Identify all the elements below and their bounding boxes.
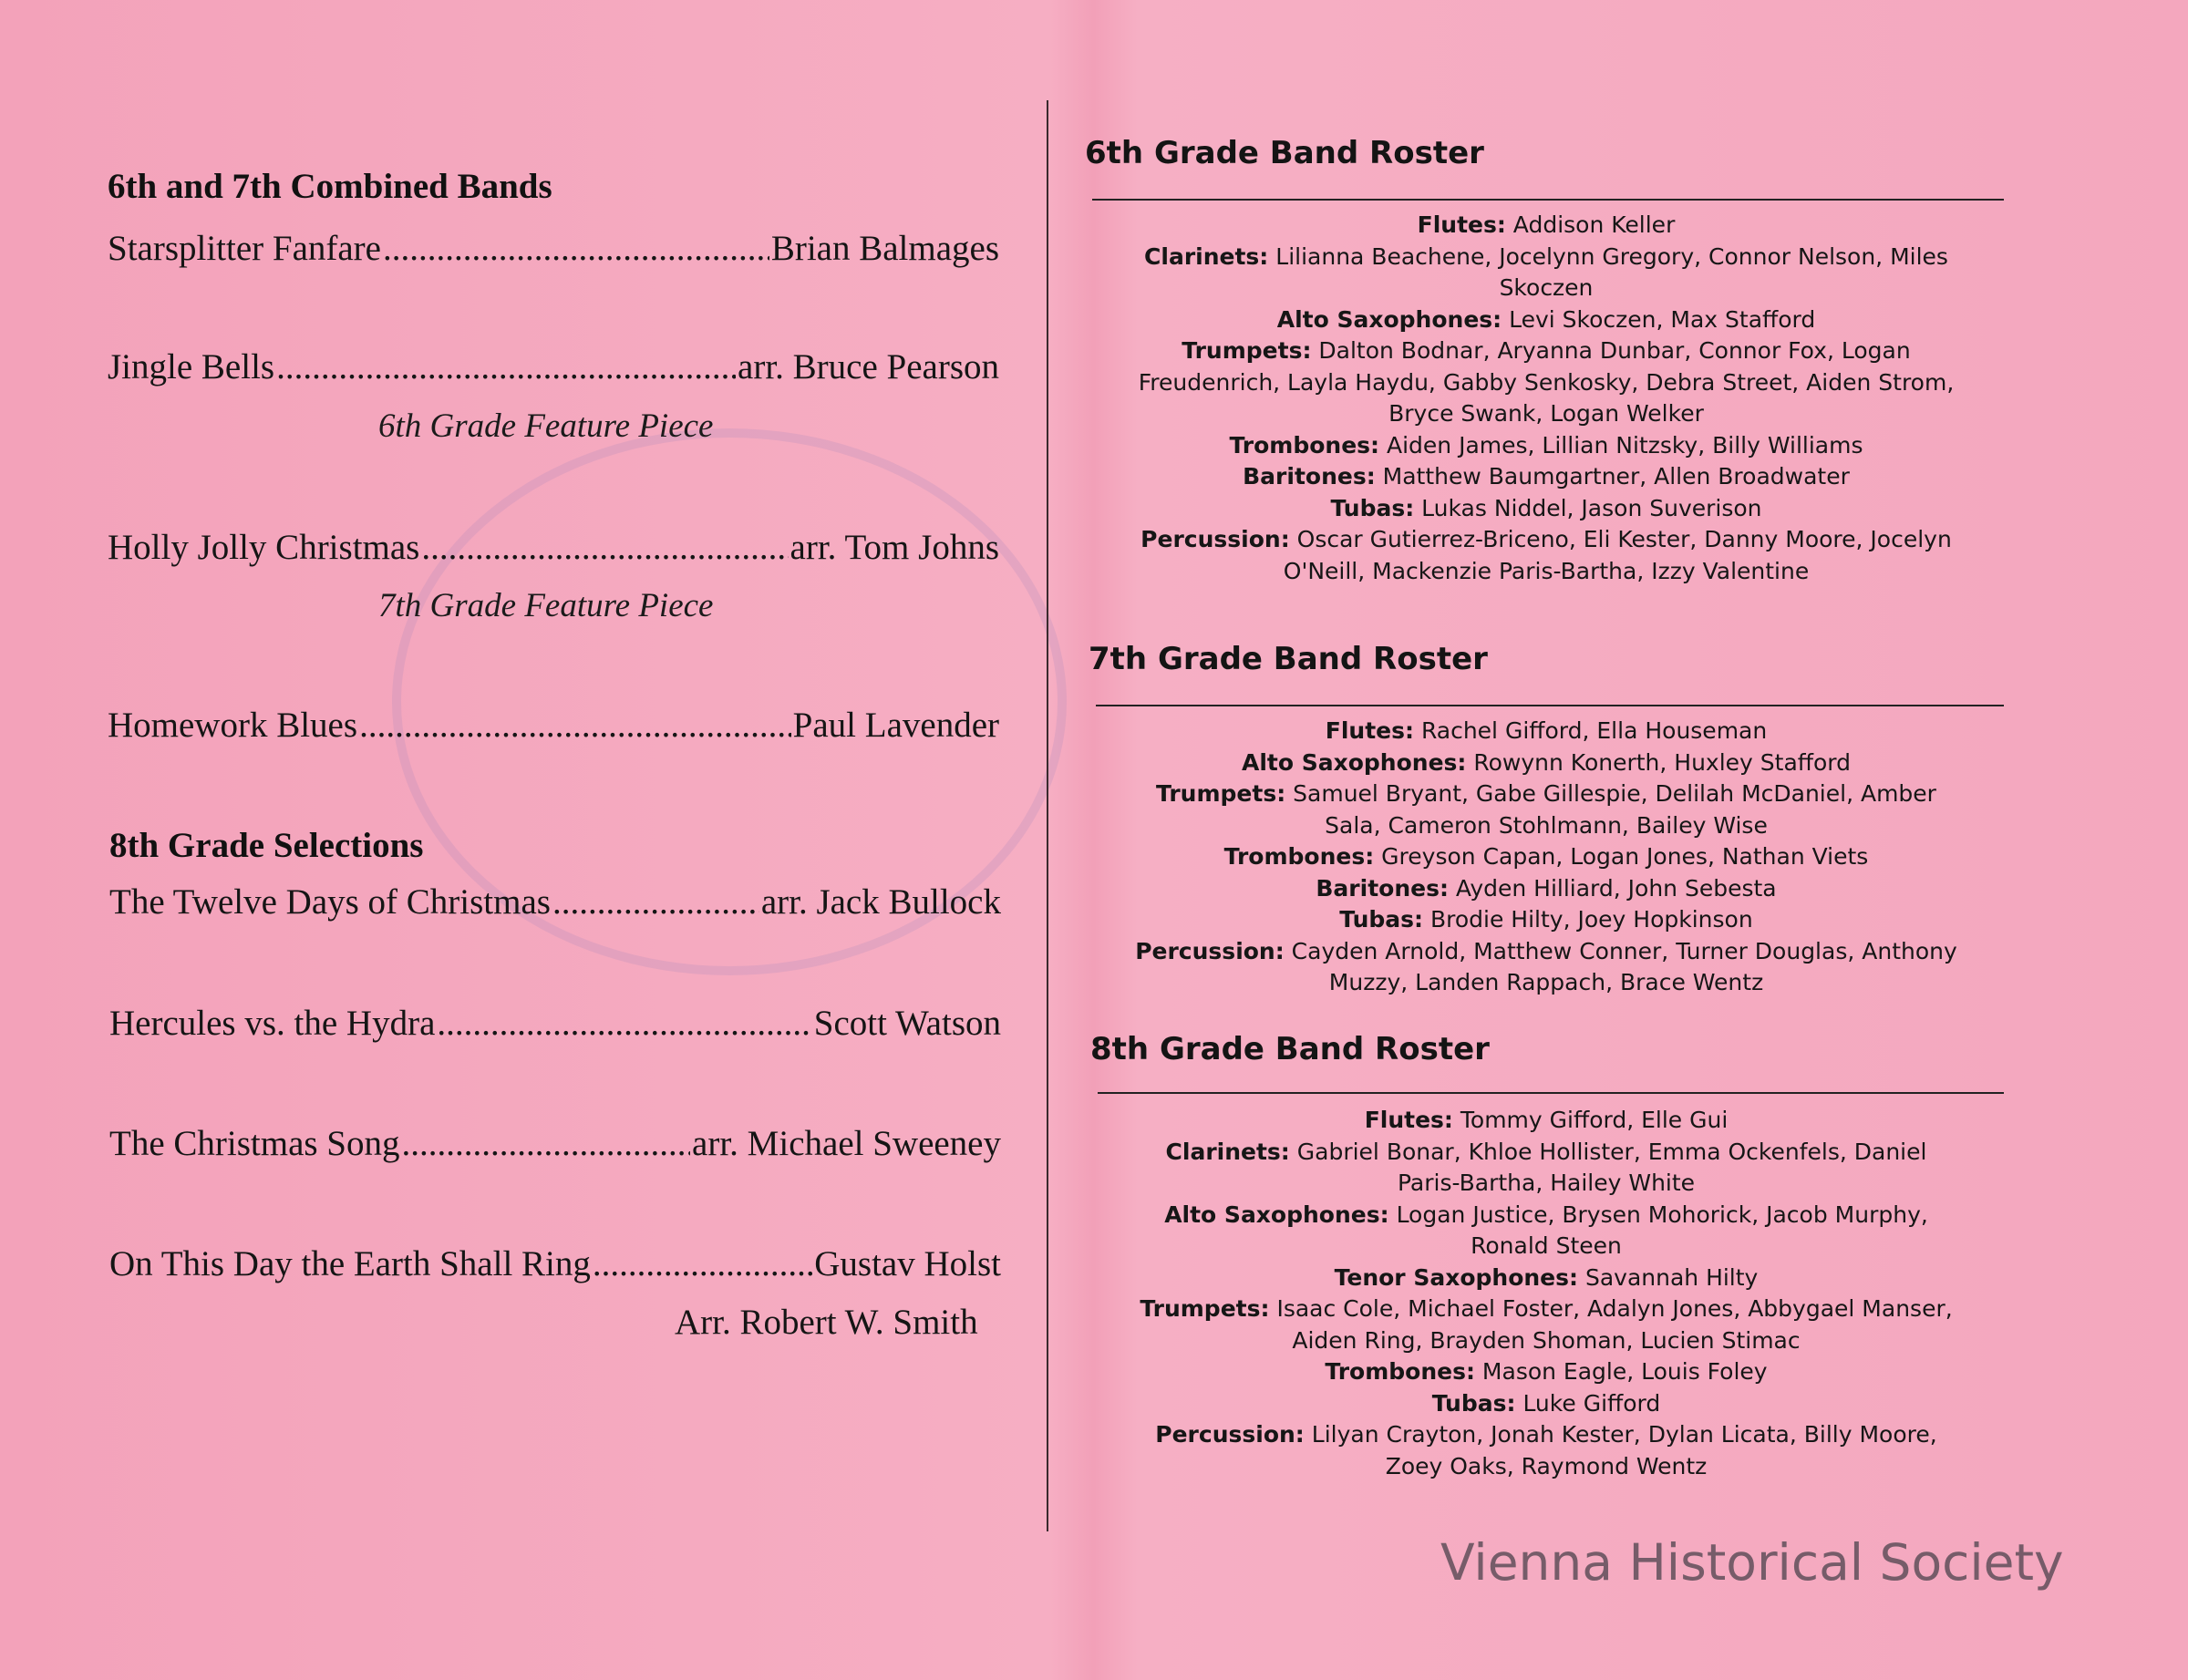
program-piece [108,228,999,269]
roster-names: Paris-Bartha, Hailey White [1397,1170,1696,1196]
roster-section-label: Trombones: [1229,431,1380,459]
roster-names: Oscar Gutierrez-Briceno, Eli Kester, Danny Moore, Jocelyn [1289,526,1952,552]
roster-section-label: Tubas: [1339,906,1424,933]
roster-7th-grade [1090,716,2002,999]
program-piece [109,881,1001,922]
roster-line [1090,210,2002,242]
roster-names: Lukas Niddel, Jason Suverison [1414,494,1762,521]
roster-title-8th: 8th Grade Band Roster [1090,1031,1490,1067]
watermark-text: Vienna Historical Society [1440,1533,2064,1592]
roster-line [1090,1419,2002,1451]
roster-line [1090,1137,2002,1169]
piece-title: Hercules vs. the Hydra [109,1004,436,1043]
roster-names: Levi Skoczen, Max Stafford [1502,305,1816,333]
roster-section-label: Clarinets: [1144,242,1269,270]
piece-title: Jingle Bells [108,347,275,387]
piece-composer: Scott Watson [813,1004,1001,1043]
roster-section-label: Tenor Saxophones: [1334,1263,1579,1291]
roster-6th-grade [1090,210,2002,587]
roster-section-label: Baritones: [1316,874,1449,902]
roster-line [1090,841,2002,873]
roster-names: Freudenrich, Layla Haydu, Gabby Senkosky, Debra Street, Aiden Strom, [1138,368,1955,396]
roster-rule [1092,199,2004,201]
roster-names: Isaac Cole, Michael Foster, Adalyn Jones, Abbygael Manser, [1269,1295,1953,1322]
piece-composer: arr. Jack Bullock [760,882,1001,922]
roster-line [1090,716,2002,747]
roster-names: Lilianna Beachene, Jocelynn Gregory, Connor Nelson, Miles [1268,242,1948,270]
roster-names: Bryce Swank, Logan Welker [1388,400,1704,427]
roster-line [1090,1200,2002,1232]
roster-names: Brodie Hilty, Joey Hopkinson [1423,906,1753,933]
piece-composer: Brian Balmages [770,229,999,268]
roster-line [1090,1168,2002,1200]
roster-rule [1096,705,2004,706]
roster-names: Lilyan Crayton, Jonah Kester, Dylan Licata, Billy Moore, [1304,1421,1937,1448]
roster-line [1090,1388,2002,1420]
center-fold-line [1047,100,1048,1531]
section-title-8th-grade: 8th Grade Selections [109,826,424,865]
roster-section-label: Trombones: [1325,1358,1475,1385]
piece-composer: arr. Michael Sweeney [692,1124,1001,1163]
program-piece [108,346,999,387]
roster-section-label: Tubas: [1330,494,1415,521]
roster-names: Mason Eagle, Louis Foley [1474,1358,1768,1385]
roster-line [1090,1325,2002,1357]
roster-section-label: Percussion: [1135,937,1285,964]
piece-title: Homework Blues [108,706,358,745]
roster-line [1090,242,2002,273]
roster-rule [1098,1092,2004,1094]
roster-names: Savannah Hilty [1578,1263,1759,1291]
roster-line [1090,304,2002,336]
roster-section-label: Clarinets: [1165,1138,1290,1165]
section-title-combined-bands: 6th and 7th Combined Bands [108,167,552,206]
roster-line [1090,873,2002,905]
roster-names: Cayden Arnold, Matthew Conner, Turner Douglas, Anthony [1284,937,1957,964]
roster-names: Tommy Gifford, Elle Gui [1452,1107,1729,1133]
roster-line [1090,461,2002,493]
piece-title: The Christmas Song [109,1124,400,1163]
roster-section-label: Trombones: [1223,843,1375,870]
piece-composer: arr. Bruce Pearson [738,347,999,387]
piece-composer: Paul Lavender [792,706,999,745]
roster-section-label: Flutes: [1417,211,1506,238]
roster-names: Matthew Baumgartner, Allen Broadwater [1375,463,1850,490]
roster-line [1090,967,2002,999]
roster-names: Ayden Hilliard, John Sebesta [1448,874,1777,902]
roster-names: Muzzy, Landen Rappach, Brace Wentz [1328,969,1764,995]
roster-section-label: Trumpets: [1156,780,1286,807]
piece-composer: arr. Tom Johns [790,528,999,567]
roster-line [1090,1293,2002,1325]
roster-section-label: Baritones: [1243,463,1376,490]
roster-names: Rachel Gifford, Ella Houseman [1414,717,1768,744]
roster-names: Ronald Steen [1471,1232,1622,1259]
roster-line [1090,524,2002,556]
roster-names: Greyson Capan, Logan Jones, Nathan Viets [1374,843,1869,870]
roster-line [1090,1451,2002,1483]
roster-names: Aiden Ring, Brayden Shoman, Lucien Stimac [1292,1326,1801,1354]
roster-title-6th: 6th Grade Band Roster [1085,135,1484,171]
roster-line [1090,335,2002,367]
roster-names: Samuel Bryant, Gabe Gillespie, Delilah McDaniel, Amber [1285,780,1936,807]
roster-section-label: Alto Saxophones: [1164,1201,1389,1228]
roster-names: Zoey Oaks, Raymond Wentz [1385,1452,1708,1479]
roster-line [1090,556,2002,588]
roster-section-label: Trumpets: [1140,1295,1270,1322]
roster-section-label: Flutes: [1364,1107,1453,1133]
roster-names: Rowynn Konerth, Huxley Stafford [1466,748,1852,776]
roster-section-label: Tubas: [1431,1389,1516,1417]
roster-names: Gabriel Bonar, Khloe Hollister, Emma Ockenfels, Daniel [1289,1138,1927,1165]
roster-names: Skoczen [1499,274,1594,301]
roster-names: Luke Gifford [1515,1389,1661,1417]
roster-line [1090,1231,2002,1263]
roster-line [1090,273,2002,304]
roster-line [1090,810,2002,842]
roster-8th-grade [1090,1105,2002,1482]
piece-arranger: Arr. Robert W. Smith [675,1303,978,1342]
roster-names: O'Neill, Mackenzie Paris-Bartha, Izzy Valentine [1283,557,1810,584]
program-piece [109,1123,1001,1164]
roster-section-label: Flutes: [1325,717,1414,744]
piece-title: On This Day the Earth Shall Ring [109,1244,591,1283]
roster-section-label: Percussion: [1140,526,1290,552]
program-piece [109,1243,1001,1284]
roster-section-label: Alto Saxophones: [1241,748,1467,776]
roster-line [1090,1105,2002,1137]
roster-line [1090,904,2002,936]
roster-line [1090,747,2002,779]
roster-line [1090,1263,2002,1294]
roster-line [1090,778,2002,810]
roster-line [1090,493,2002,525]
roster-title-7th: 7th Grade Band Roster [1089,641,1488,677]
piece-composer: Gustav Holst [814,1244,1001,1283]
roster-line [1090,936,2002,968]
roster-line [1090,398,2002,430]
roster-section-label: Alto Saxophones: [1276,305,1502,333]
roster-names: Sala, Cameron Stohlmann, Bailey Wise [1325,811,1768,839]
piece-title: The Twelve Days of Christmas [109,882,551,922]
roster-line [1090,1356,2002,1388]
roster-section-label: Trumpets: [1182,337,1312,364]
program-piece [108,527,999,568]
roster-names: Addison Keller [1505,211,1676,238]
roster-names: Dalton Bodnar, Aryanna Dunbar, Connor Fox, Logan [1311,337,1911,364]
piece-title: Starsplitter Fanfare [108,229,381,268]
feature-note-7th: 7th Grade Feature Piece [378,587,714,624]
roster-line [1090,430,2002,462]
roster-section-label: Percussion: [1155,1421,1305,1448]
piece-title: Holly Jolly Christmas [108,528,420,567]
program-piece [108,705,999,746]
roster-names: Aiden James, Lillian Nitzsky, Billy Williams [1379,431,1863,459]
roster-names: Logan Justice, Brysen Mohorick, Jacob Murphy, [1388,1201,1928,1228]
feature-note-6th: 6th Grade Feature Piece [378,407,714,445]
program-piece [109,1003,1001,1044]
roster-line [1090,367,2002,399]
